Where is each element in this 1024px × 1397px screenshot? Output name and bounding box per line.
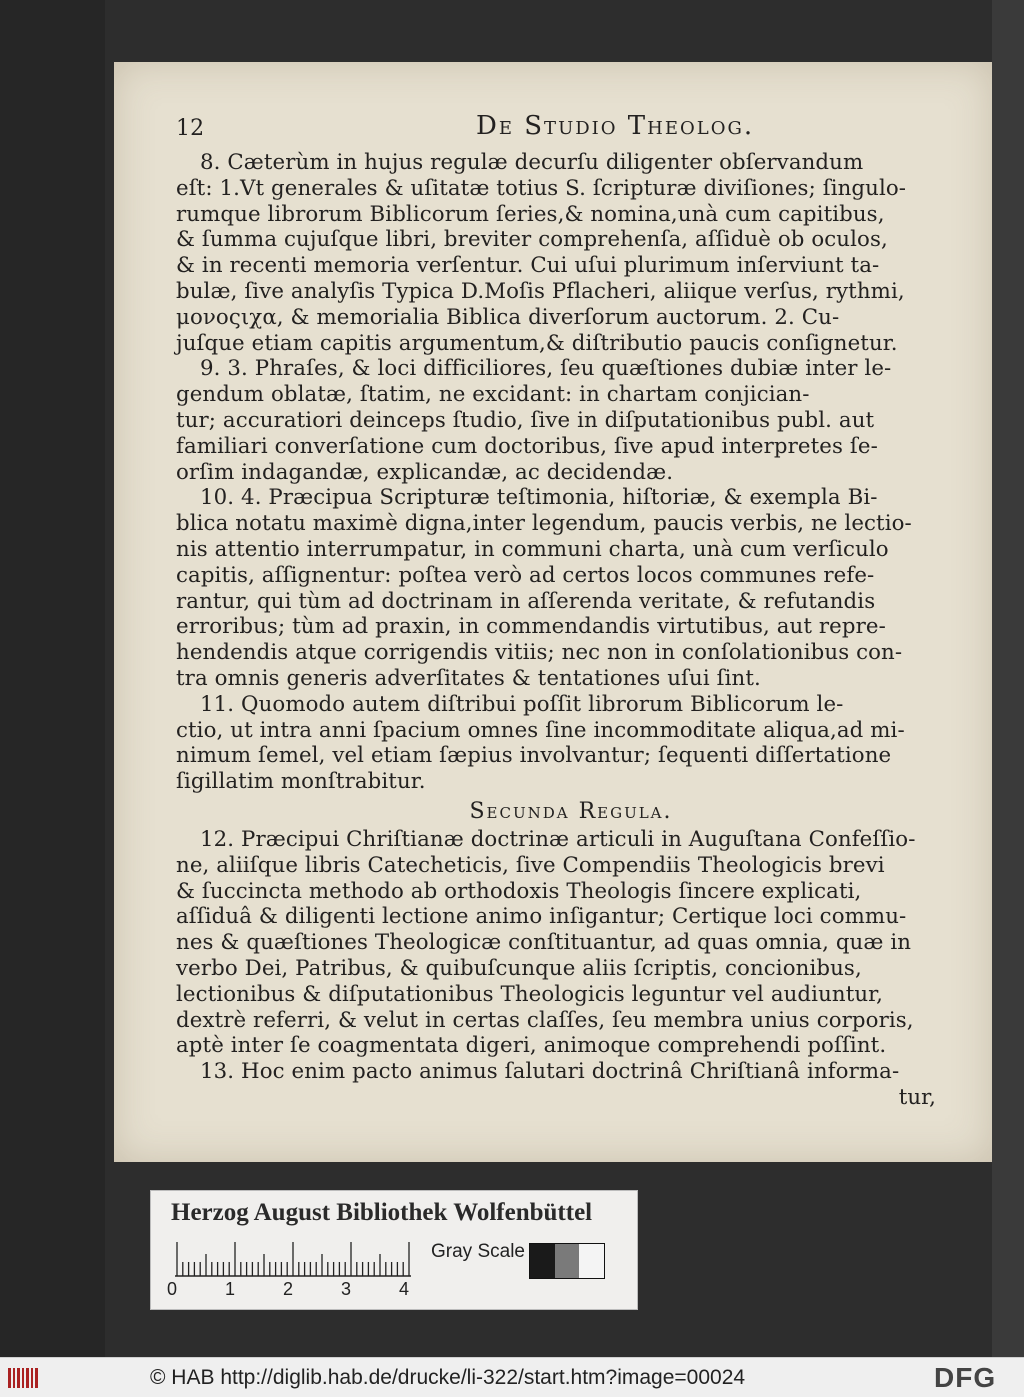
paragraph-10 [176,485,966,691]
text-line: juſque etiam capitis argumentum,& diſtributio paucis conſignetur. [176,330,898,356]
ruler-number: 1 [225,1279,236,1299]
text-line: 10. 4. Præcipua Scripturæ teſtimonia, hiſtoriæ, & exempla Bi- [200,485,878,511]
library-name: Herzog August Bibliothek Wolfenbüttel [171,1199,593,1226]
text-line: 11. Quomodo autem diſtribui poſſit librorum Biblicorum le- [200,691,844,717]
text-line: 12. Præcipui Chriſtianæ doctrinæ articuli in Auguſtana Confeſſio- [200,826,916,852]
dfg-logo: DFG [934,1362,997,1393]
ruler-scale-icon [175,1241,415,1277]
text-line: 13. Hoc enim pacto animus ſalutari doctrinâ Chriſtianâ informa- [200,1059,900,1085]
running-head [176,110,966,150]
section-heading: Secunda Regula. [469,798,673,824]
ruler-number: 4 [399,1279,410,1299]
folio-number: 12 [176,116,205,141]
text-line: 9. 3. Phraſes, & loci difficiliores, ſeu quæſtiones dubiæ inter le- [200,356,892,382]
text-line: orſim indagandæ, explicandæ, ac decidendæ. [176,459,674,485]
text-line: eſt: 1.Vt generales & uſitatæ totius S. ſcripturæ diviſiones; ſingulo- [176,175,907,201]
page-text [176,110,966,1111]
text-line: μονοςιχα, & memorialia Biblica diverſorum auctorum. 2. Cu- [176,304,840,330]
text-line: nis attentio interrumpatur, in communi charta, unà cum verſiculo [176,536,889,562]
text-line: capitis, aſſignentur: poſtea verò ad certos locos communes refe- [176,562,875,588]
gray-swatch-mid [555,1244,580,1278]
text-line: familiari converſatione cum doctoribus, ſive apud interpretes ſe- [176,433,878,459]
text-line: nes & quæſtiones Theologicæ conſtituantur, ad quas omnia, quæ in [176,930,912,956]
paragraph-9 [176,356,966,485]
text-line: tur; accuratiori deinceps ſtudio, ſive in diſputationibus publ. aut [176,407,875,433]
scan-background-left [0,0,105,1357]
paragraph-8 [176,150,966,356]
text-line: erroribus; tùm ad praxin, in commendandis virtutibus, aut repre- [176,614,886,640]
text-line: & ſumma cujuſque libri, breviter comprehenſa, aſſiduè ob oculos, [176,227,888,253]
text-line: & in recenti memoria verſentur. Cui uſui plurimum inſerviunt ta- [176,253,880,279]
ruler-number: 3 [341,1279,352,1299]
text-line: bulæ, ſive analyſis Typica D.Moſis Pflacheri, aliique verſus, rythmi, [176,278,905,304]
footer-bar [0,1357,1024,1397]
scan-background-right [992,0,1024,1357]
text-line: aptè inter ſe coagmentata digeri, animoque comprehendi poſſint. [176,1033,887,1059]
text-line: rantur, qui tùm ad doctrinam in aſſerenda veritate, & refutandis [176,588,876,614]
text-line: aſſiduâ & diligenti lectione animo inſigantur; Certique loci commu- [176,904,907,930]
text-line: ctio, ut intra anni ſpacium omnes ſine incommoditate aliqua,ad mi- [176,717,905,743]
library-color-card [150,1190,638,1310]
text-line: hendendis atque corrigendis vitiis; nec non in conſolationibus con- [176,640,903,666]
paragraph-11 [176,692,966,795]
ruler-number: 2 [283,1279,294,1299]
catchword: tur, [898,1084,936,1110]
text-line: verbo Dei, Patribus, & quibuſcunque aliis ſcriptis, concionibus, [176,955,862,981]
library-barcode-icon [8,1366,40,1390]
gray-scale-label: Gray Scale [431,1241,525,1262]
text-line: nimum ſemel, vel etiam ſæpius involvantur; ſequenti diſſertatione [176,743,892,769]
text-line: gendum oblatæ, ſtatim, ne excidant: in chartam conjician- [176,382,810,408]
running-head-title: De Studio Theolog. [476,111,755,141]
text-line: tra omnis generis adverſitates & tentationes uſui ſint. [176,665,761,691]
text-line: lectionibus & diſputationibus Theologicis leguntur vel audiuntur, [176,981,883,1007]
text-line: & ſuccincta methodo ab orthodoxis Theologis ſincere explicati, [176,878,862,904]
text-line: blica notatu maximè digna,inter legendum, paucis verbis, ne lectio- [176,511,912,537]
gray-swatch-light [579,1244,604,1278]
gray-swatch-dark [530,1244,555,1278]
text-line: ſigillatim monſtrabitur. [176,769,426,795]
gray-scale-swatches [529,1243,605,1279]
text-line: ne, aliiſque libris Catecheticis, ſive Compendiis Theologicis brevi [176,852,885,878]
paragraph-12-13 [176,827,966,1111]
text-line: dextrè referri, & velut in certas claſſes, ſeu membra unius corporis, [176,1007,914,1033]
image-source-link[interactable]: © HAB http://diglib.hab.de/drucke/li-322/start.htm?image=00024 [150,1366,746,1389]
text-line: 8. Cæterùm in hujus regulæ decurſu diligenter obſervandum [200,150,864,175]
text-line: rumque librorum Biblicorum ſeries,& nomina,unà cum capitibus, [176,201,885,227]
ruler-number: 0 [167,1279,178,1299]
